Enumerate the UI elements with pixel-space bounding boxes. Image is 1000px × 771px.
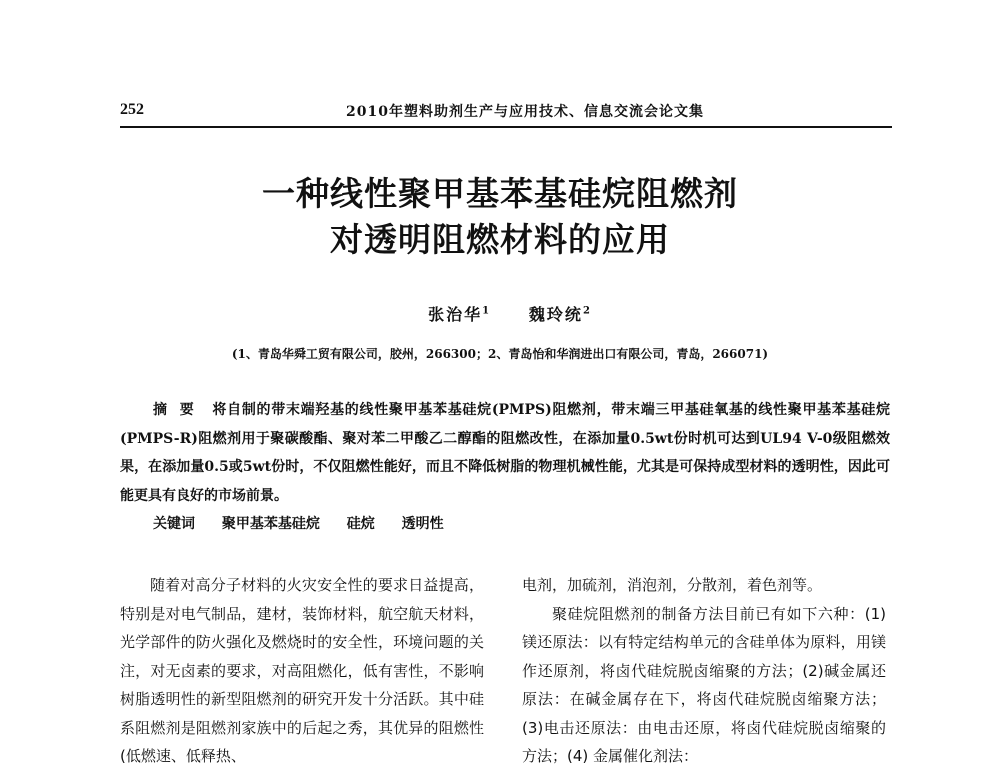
- author-superscript: 2: [582, 305, 592, 317]
- keywords: [153, 513, 444, 533]
- author-name: 张治华: [428, 305, 483, 324]
- paper-title-line-2: 对透明阻燃材料的应用: [330, 220, 670, 259]
- author-list: [0, 302, 1000, 325]
- affiliation: (1、青岛华舜工贸有限公司，胶州，266300；2、青岛怡和华润进出口有限公司，青岛，266071): [231, 347, 769, 361]
- abstract-label: 摘要: [153, 402, 207, 418]
- body-paragraph: 聚硅烷阻燃剂的制备方法目前已有如下六种：(1)镁还原法：以有特定结构单元的含硅单体为原料，用镁作还原剂，将卤代硅烷脱卤缩聚的方法；(2)碱金属还原法：在碱金属存在下，将卤代硅烷脱卤缩聚方法；(3)电击还原法：由电击还原，将卤代硅烷脱卤缩聚的方法；(4) 金属催化剂法：: [522, 604, 886, 765]
- body-column-left: [120, 571, 484, 771]
- header-rule: [120, 126, 892, 128]
- keyword: 聚甲基苯基硅烷: [221, 516, 320, 532]
- author-superscript: 1: [482, 305, 492, 317]
- keyword: 硅烷: [346, 516, 375, 532]
- journal-title: 2010年塑料助剂生产与应用技术、信息交流会论文集: [346, 104, 704, 120]
- body-paragraph: 电剂，加硫剂，消泡剂，分散剂，着色剂等。: [522, 576, 823, 594]
- body-column-right: [522, 571, 886, 771]
- body-paragraph: 随着对高分子材料的火灾安全性的要求日益提高，特别是对电气制品，建材，装饰材料，航空航天材料，光学部件的防火强化及燃烧时的安全性，环境问题的关注，对无卤素的要求，对高阻燃化，低有害性，不影响树脂透明性的新型阻燃剂的研究开发十分活跃。其中硅系阻燃剂是阻燃剂家族中的后起之秀，其优异的阻燃性(低燃速、低释热、: [120, 576, 484, 765]
- page-number: 252: [120, 101, 144, 118]
- paper-title-line-1: 一种线性聚甲基苯基硅烷阻燃剂: [262, 174, 738, 213]
- abstract: [120, 396, 890, 510]
- author-name: 魏玲统: [528, 305, 583, 324]
- keyword: 透明性: [401, 516, 444, 532]
- abstract-text: 将自制的带末端羟基的线性聚甲基苯基硅烷(PMPS)阻燃剂，带末端三甲基硅氧基的线性聚甲基苯基硅烷(PMPS-R)阻燃剂用于聚碳酸酯、聚对苯二甲酸乙二醇酯的阻燃改性，在添加量0.5wt份时机可达到UL94 V-0级阻燃效果，在添加量0.5或5wt份时，不仅阻燃性能好，而且不降低树脂的物理机械性能，尤其是可保持成型材料的透明性，因此可能更具有良好的市场前景。: [120, 402, 890, 504]
- running-header: [120, 101, 890, 125]
- keywords-label: 关键词: [153, 516, 195, 532]
